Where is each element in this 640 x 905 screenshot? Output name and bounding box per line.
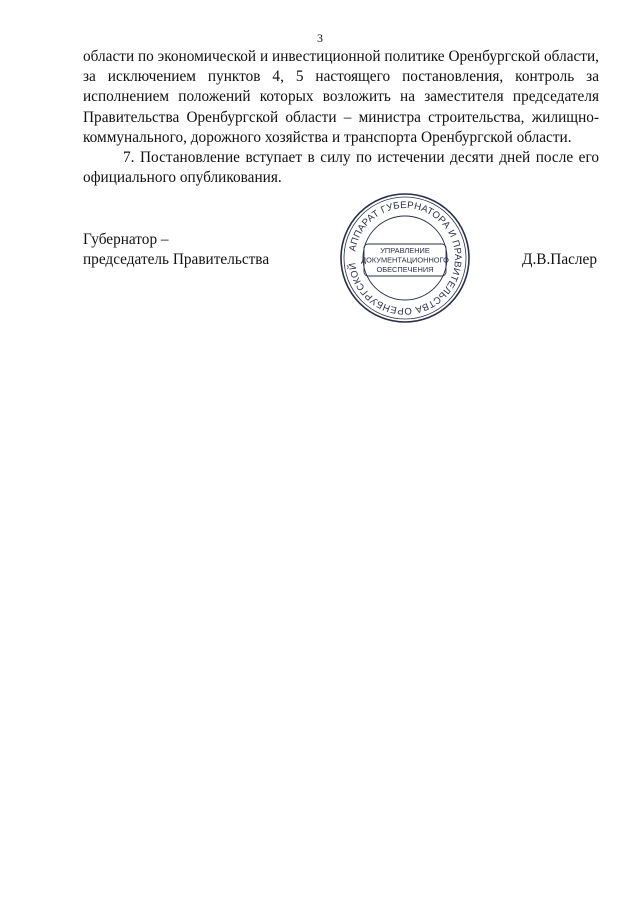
official-seal	[338, 191, 472, 325]
seal-center-line-1: УПРАВЛЕНИЕ	[380, 246, 430, 255]
paragraph-continued: области по экономической и инвестиционной политике Оренбургской области, за исключением пунктов 4, 5 настоящего постановления, контроль за исполнением положений которых возложить на заместителя председателя Правительства Оренбургской области – министра строительства, жилищно-коммунального, дорожного хозяйства и транспорта Оренбургской области.	[83, 48, 599, 146]
signer-title	[83, 230, 269, 270]
paragraph-7: 7. Постановление вступает в силу по истечении десяти дней после его официального опубликования.	[83, 149, 599, 187]
signer-title-line-1: Губернатор –	[83, 231, 169, 248]
signer-name: Д.В.Паслер	[522, 251, 597, 268]
page-number: 3	[317, 31, 323, 45]
seal-graphic	[338, 191, 472, 325]
document-body	[83, 47, 599, 188]
seal-ring-textpath: АППАРАТ ГУБЕРНАТОРА И ПРАВИТЕЛЬСТВА ОРЕНБУРГСКОЙ	[347, 199, 464, 317]
signer-title-line-2: председатель Правительства	[83, 251, 270, 269]
seal-center-line-3: ОБЕСПЕЧЕНИЯ	[376, 265, 434, 274]
seal-center-line-2: ДОКУМЕНТАЦИОННОГО	[361, 255, 449, 265]
